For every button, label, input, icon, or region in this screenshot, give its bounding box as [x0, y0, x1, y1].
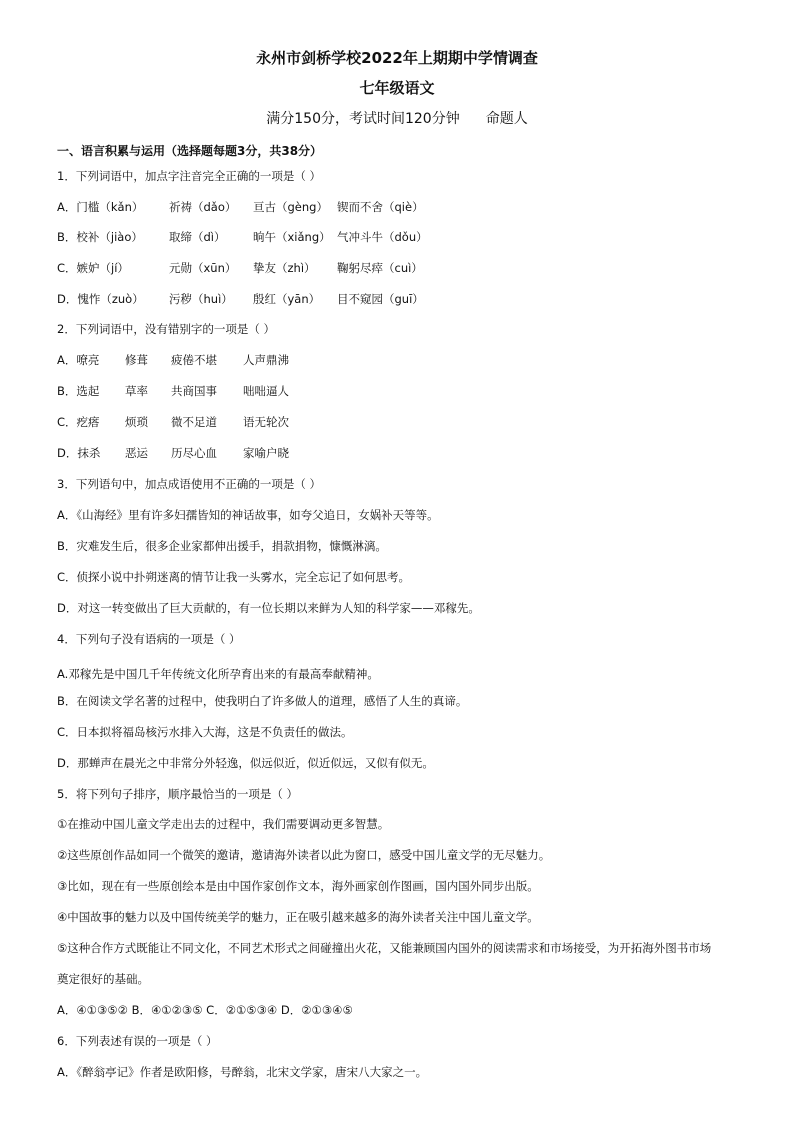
option-word: 殷红（yān） [253, 292, 321, 306]
option-word: 家喻户晓 [243, 446, 289, 460]
question-4-option-b: B．在阅读文学名著的过程中，使我明白了许多做人的道理，感悟了人生的真谛。 [57, 694, 468, 708]
question-4-stem: 4．下列句子没有语病的一项是（ ） [57, 632, 241, 646]
question-4-option-a: A.邓稼先是中国几千年传统文化所孕育出来的有最高奉献精神。 [57, 667, 379, 681]
question-6-stem: 6．下列表述有误的一项是（ ） [57, 1034, 218, 1048]
option-word: 人声鼎沸 [243, 353, 289, 367]
option-word: 挚友（zhì） [253, 261, 316, 275]
option-word: 恶运 [125, 446, 148, 460]
question-1-option-c [57, 260, 423, 276]
option-word: A．门槛（kǎn） [57, 200, 144, 214]
option-word: B．校补（jiào） [57, 230, 143, 244]
question-5-sentence-4: ④中国故事的魅力以及中国传统美学的魅力，正在吸引越来越多的海外读者关注中国儿童文学。 [57, 910, 539, 924]
section-heading: 一、语言积累与运用（选择题每题3分，共38分） [57, 144, 323, 158]
option-word: 语无轮次 [243, 415, 289, 429]
question-5-sentence-5-cont: 奠定很好的基础。 [57, 972, 149, 986]
question-4-option-d: D．那蝉声在晨光之中非常分外轻逸，似远似近，似近似远，又似有似无。 [57, 756, 434, 770]
option-word: 烦琐 [125, 415, 148, 429]
question-5-sentence-1: ①在推动中国儿童文学走出去的过程中，我们需要调动更多智慧。 [57, 817, 390, 831]
subject-title: 七年级语文 [359, 79, 435, 97]
question-2-option-a [57, 352, 289, 368]
option-word: 元勋（xūn） [169, 261, 237, 275]
option-word: D．抹杀 [57, 446, 101, 460]
question-4-option-c: C．日本拟将福岛核污水排入大海，这是不负责任的做法。 [57, 725, 353, 739]
question-3-option-a: A．《山海经》里有许多妇孺皆知的神话故事，如夸父追日，女娲补天等等。 [57, 508, 439, 522]
question-5-sentence-2: ②这些原创作品如同一个微笑的邀请，邀请海外读者以此为窗口，感受中国儿童文学的无尽魅力。 [57, 848, 551, 862]
option-word: 草率 [125, 384, 148, 398]
option-word: D．愧怍（zuò） [57, 292, 144, 306]
question-5-stem: 5．将下列句子排序，顺序最恰当的一项是（ ） [57, 787, 298, 801]
option-word: 取缔（dì） [169, 230, 226, 244]
question-1-option-a [57, 199, 424, 215]
option-word: 亘古（gèng） [253, 200, 328, 214]
question-5-sentence-5: ⑤这种合作方式既能让不同文化，不同艺术形式之间碰撞出火花，又能兼顾国内国外的阅读需求和市场接受，为开拓海外图书市场 [57, 941, 712, 955]
option-word: 污秽（huì） [169, 292, 233, 306]
option-word: B．选起 [57, 384, 100, 398]
exam-info [0, 108, 794, 128]
option-word: 气冲斗牛（dǒu） [337, 230, 428, 244]
option-word: A．嘹亮 [57, 353, 100, 367]
option-word: 微不足道 [171, 415, 217, 429]
setter-label: 命题人 [485, 111, 528, 127]
school-title: 永州市剑桥学校2022年上期期中学情调查 [256, 49, 538, 67]
question-5-options: A．④①③⑤② B．④①②③⑤ C．②①⑤③④ D．②①③④⑤ [57, 1003, 353, 1017]
question-3-option-d: D．对这一转变做出了巨大贡献的，有一位长期以来鲜为人知的科学家——邓稼先。 [57, 601, 480, 615]
question-3-option-c: C．侦探小说中扑朔迷离的情节让我一头雾水，完全忘记了如何思考。 [57, 570, 411, 584]
option-word: 晌午（xiǎng） [253, 230, 331, 244]
option-word: C．嫉妒（jí） [57, 261, 129, 275]
option-word: 咄咄逼人 [243, 384, 289, 398]
option-word: 历尽心血 [171, 446, 217, 460]
question-1-option-b [57, 229, 428, 245]
option-word: 修葺 [125, 353, 148, 367]
question-5-sentence-3: ③比如，现在有一些原创绘本是由中国作家创作文本，海外画家创作图画，国内国外同步出版。 [57, 879, 539, 893]
option-word: 锲而不舍（qiè） [337, 200, 424, 214]
option-word: 鞠躬尽瘁（cuì） [337, 261, 423, 275]
question-2-option-d [57, 445, 289, 461]
question-3-stem: 3．下列语句中，加点成语使用不正确的一项是（ ） [57, 477, 321, 491]
option-word: 共商国事 [171, 384, 217, 398]
question-2-option-c [57, 414, 289, 430]
question-2-option-b [57, 383, 289, 399]
question-1-option-d [57, 291, 424, 307]
option-word: C．疙瘩 [57, 415, 100, 429]
exam-info-text: 满分150分，考试时间120分钟 [266, 111, 460, 127]
option-word: 目不窥园（guī） [337, 292, 424, 306]
question-1-stem: 1．下列词语中，加点字注音完全正确的一项是（ ） [57, 169, 321, 183]
option-word: 疲倦不堪 [171, 353, 217, 367]
question-3-option-b: B．灾难发生后，很多企业家都伸出援手，捐款捐物，慷慨淋漓。 [57, 539, 387, 553]
question-6-option-a: A．《醉翁亭记》作者是欧阳修，号醉翁，北宋文学家，唐宋八大家之一。 [57, 1065, 428, 1079]
option-word: 祈祷（dǎo） [169, 200, 237, 214]
question-2-stem: 2．下列词语中，没有错别字的一项是（ ） [57, 322, 275, 336]
